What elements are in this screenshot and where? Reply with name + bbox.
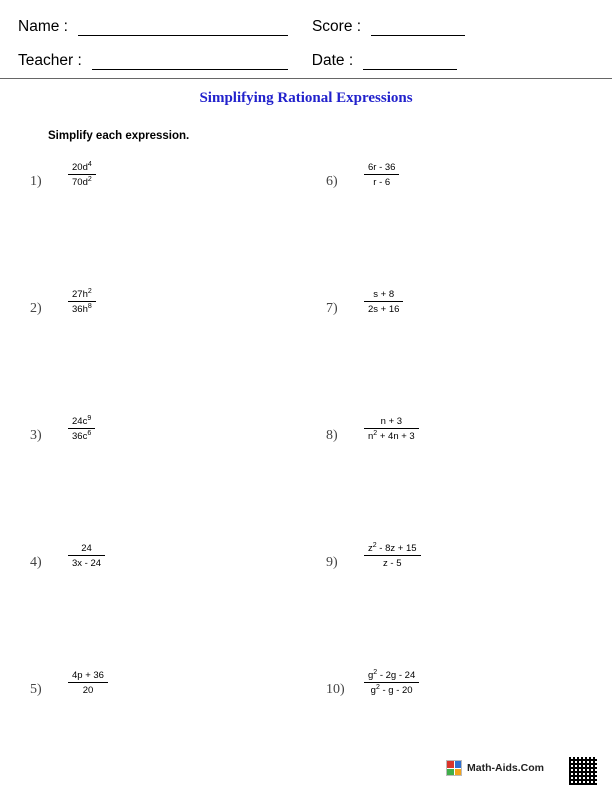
score-input[interactable] (371, 18, 465, 36)
fraction-numerator: $27h^2$ (72, 287, 92, 300)
fraction-numerator: $z^2 - 8z + 15$ (368, 541, 417, 554)
teacher-input[interactable] (92, 52, 288, 70)
fraction-numerator: s + 8 (373, 289, 395, 300)
teacher-label: Teacher : (18, 52, 82, 69)
brand-label: Math-Aids.Com (467, 762, 544, 774)
problem-number: 9) (326, 555, 338, 570)
fraction (364, 162, 399, 188)
fraction-denominator: $g^2$ - g - 20 (370, 683, 413, 696)
fraction-numerator: 24 (81, 543, 92, 554)
problem-item (318, 412, 598, 539)
problem-number: 3) (30, 428, 42, 443)
date-input[interactable] (363, 52, 457, 70)
fraction-denominator: r - 6 (373, 177, 391, 188)
fraction (68, 670, 108, 696)
problem-number: 5) (30, 682, 42, 697)
fraction-denominator: 3x - 24 (72, 558, 102, 569)
problem-expression (364, 162, 399, 188)
header-divider (0, 78, 612, 79)
worksheet-header (18, 10, 594, 78)
header-row-name (18, 10, 594, 36)
problem-item (22, 158, 302, 285)
fraction (364, 670, 419, 696)
fraction (364, 416, 419, 442)
fraction-denominator: $n^2 + 4n + 3$ (368, 429, 415, 442)
problem-expression (364, 289, 403, 315)
fraction-numerator: n + 3 (380, 416, 403, 427)
problem-number: 2) (30, 301, 42, 316)
problem-number: 7) (326, 301, 338, 316)
fraction-numerator: 4p + 36 (72, 670, 104, 681)
fraction (68, 543, 105, 569)
problem-expression (68, 289, 96, 315)
problem-expression (68, 670, 108, 696)
problem-expression (68, 162, 96, 188)
problem-expression (68, 416, 95, 442)
problem-item (22, 412, 302, 539)
fraction (364, 543, 421, 569)
problem-column-left (22, 158, 302, 793)
problem-expression (68, 543, 105, 569)
fraction-denominator: 2s + 16 (368, 304, 400, 315)
fraction-numerator: $g^2 - 2g - 24$ (368, 668, 416, 681)
problem-number: 4) (30, 555, 42, 570)
fraction-numerator: $20d^4$ (72, 160, 92, 173)
problem-expression (364, 416, 419, 442)
problem-number: 6) (326, 174, 338, 189)
fraction-denominator: $36h^8$ (72, 302, 92, 315)
problem-number: 1) (30, 174, 42, 189)
problem-item (22, 285, 302, 412)
fraction (68, 289, 96, 315)
instructions-text: Simplify each expression. (48, 130, 190, 142)
header-row-teacher (18, 44, 594, 70)
name-label: Name : (18, 18, 68, 35)
problem-number: 8) (326, 428, 338, 443)
name-input[interactable] (78, 18, 288, 36)
problem-expression (364, 670, 419, 696)
fraction (68, 416, 95, 442)
qr-code-icon (568, 756, 598, 786)
fraction (68, 162, 96, 188)
problem-item (318, 539, 598, 666)
fraction-denominator: 20 (82, 685, 94, 696)
page-title: Simplifying Rational Expressions (199, 90, 413, 106)
fraction-numerator: 6r - 36 (368, 162, 396, 173)
fraction (364, 289, 403, 315)
fraction-denominator: $36c^6$ (72, 429, 92, 442)
problem-item (318, 158, 598, 285)
problem-number: 10) (326, 682, 345, 697)
fraction-denominator: z - 5 (383, 558, 402, 569)
problem-item (22, 539, 302, 666)
date-label: Date : (311, 52, 354, 69)
worksheet-footer (0, 756, 612, 786)
math-aids-logo-icon (446, 760, 462, 776)
fraction-denominator: $70d^2$ (72, 175, 92, 188)
problem-expression (364, 543, 421, 569)
problem-column-right (318, 158, 598, 793)
fraction-numerator: $24c^9$ (72, 414, 92, 427)
score-label: Score : (311, 18, 362, 35)
problem-item (318, 285, 598, 412)
brand-mark (446, 760, 544, 776)
